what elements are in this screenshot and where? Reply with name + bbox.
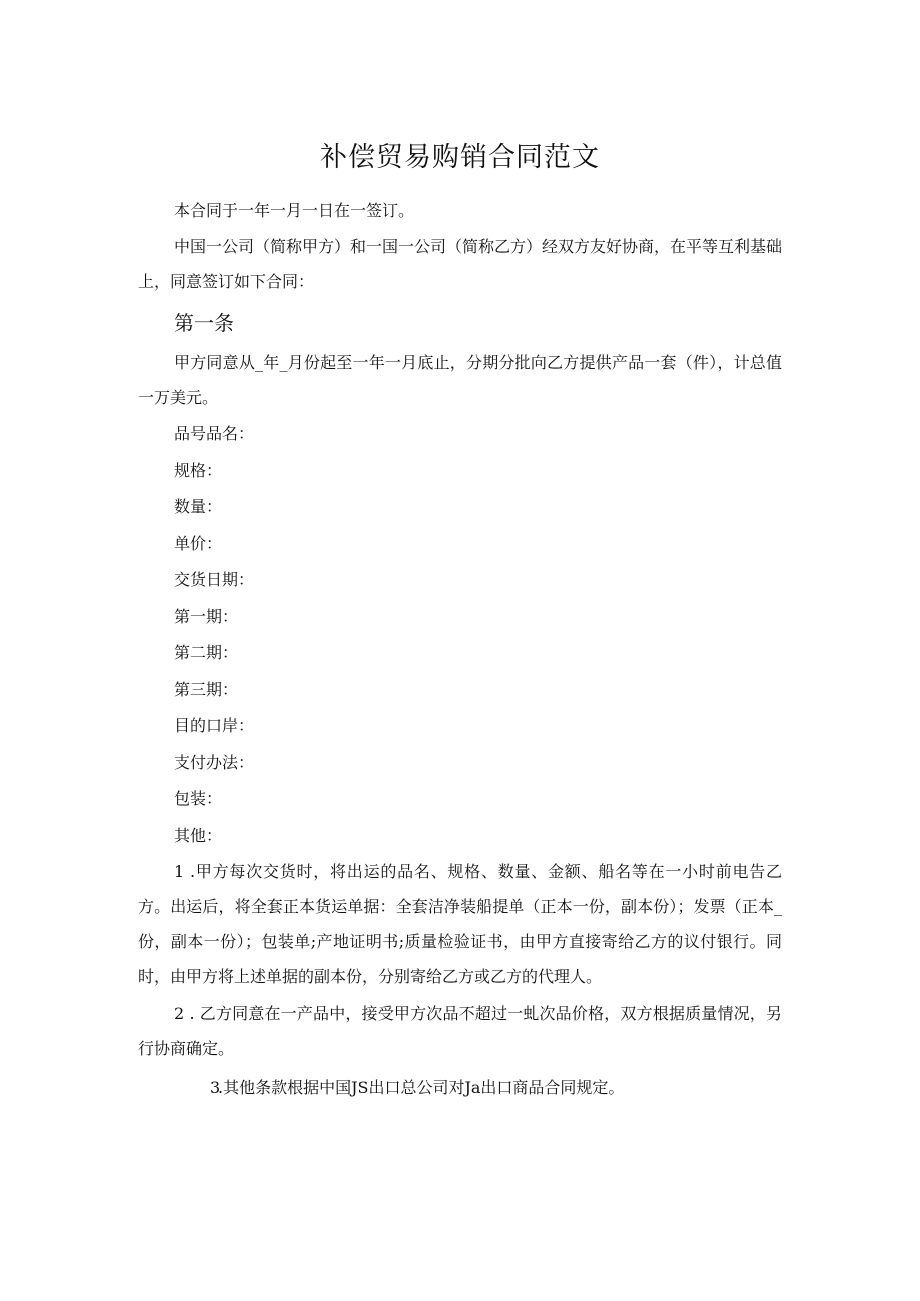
intro-date-paragraph: 本合同于一年一月一日在一签订。 [174, 201, 415, 220]
field-other: 其他： [174, 825, 223, 845]
field-product-name: 品号品名： [174, 424, 255, 443]
field-list [138, 416, 782, 854]
article-1-heading: 第一条 [174, 311, 234, 335]
item-3-number: 3 [210, 1078, 221, 1097]
document-body [138, 193, 782, 1105]
field-phase-2: 第二期： [174, 643, 239, 662]
article-1-text: 甲方同意从_年_月份起至一年一月底止，分期分批向乙方提供产品一套（件），计总值一万美元。 [138, 353, 782, 407]
field-phase-1: 第一期： [174, 606, 239, 626]
item-2-paragraph: 2 . 乙方同意在一产品中，接受甲方次品不超过一虬次品价格，双方根据质量情况，另行协商确定。 [138, 1004, 782, 1058]
intro-parties-paragraph: 中国一公司（简称甲方）和一国一公司（简称乙方）经双方友好协商，在平等互利基础上，同意签订如下合同： [138, 237, 783, 291]
field-quantity: 数量： [174, 497, 223, 516]
field-destination-port: 目的口岸： [174, 716, 255, 735]
field-payment-method: 支付办法： [174, 752, 255, 772]
item-3-text: .其他条款根据中国JS出口总公司对Ja出口商品合同规定。 [218, 1078, 625, 1097]
field-delivery-date: 交货日期： [174, 570, 255, 589]
document-title: 补偿贸易购销合同范文 [320, 142, 600, 173]
item-1-paragraph: 1 .甲方每次交货时，将出运的品名、规格、数量、金额、船名等在一小时前电告乙方。出运后，将全套正本货运单据：全套洁净装船提单（正本一份，副本份）；发票（正本_份，副本一份）；包装单;产地证明书;质量检验证书，由甲方直接寄给乙方的议付银行。同时，由甲方将上述单据的副本份，分别寄给乙方或乙方的代理人。 [138, 862, 782, 986]
field-specification: 规格： [174, 460, 223, 480]
field-packing: 包装： [174, 789, 223, 808]
field-phase-3: 第三期： [174, 679, 239, 699]
field-unit-price: 单价： [174, 533, 223, 553]
item-3-paragraph [138, 1070, 782, 1105]
